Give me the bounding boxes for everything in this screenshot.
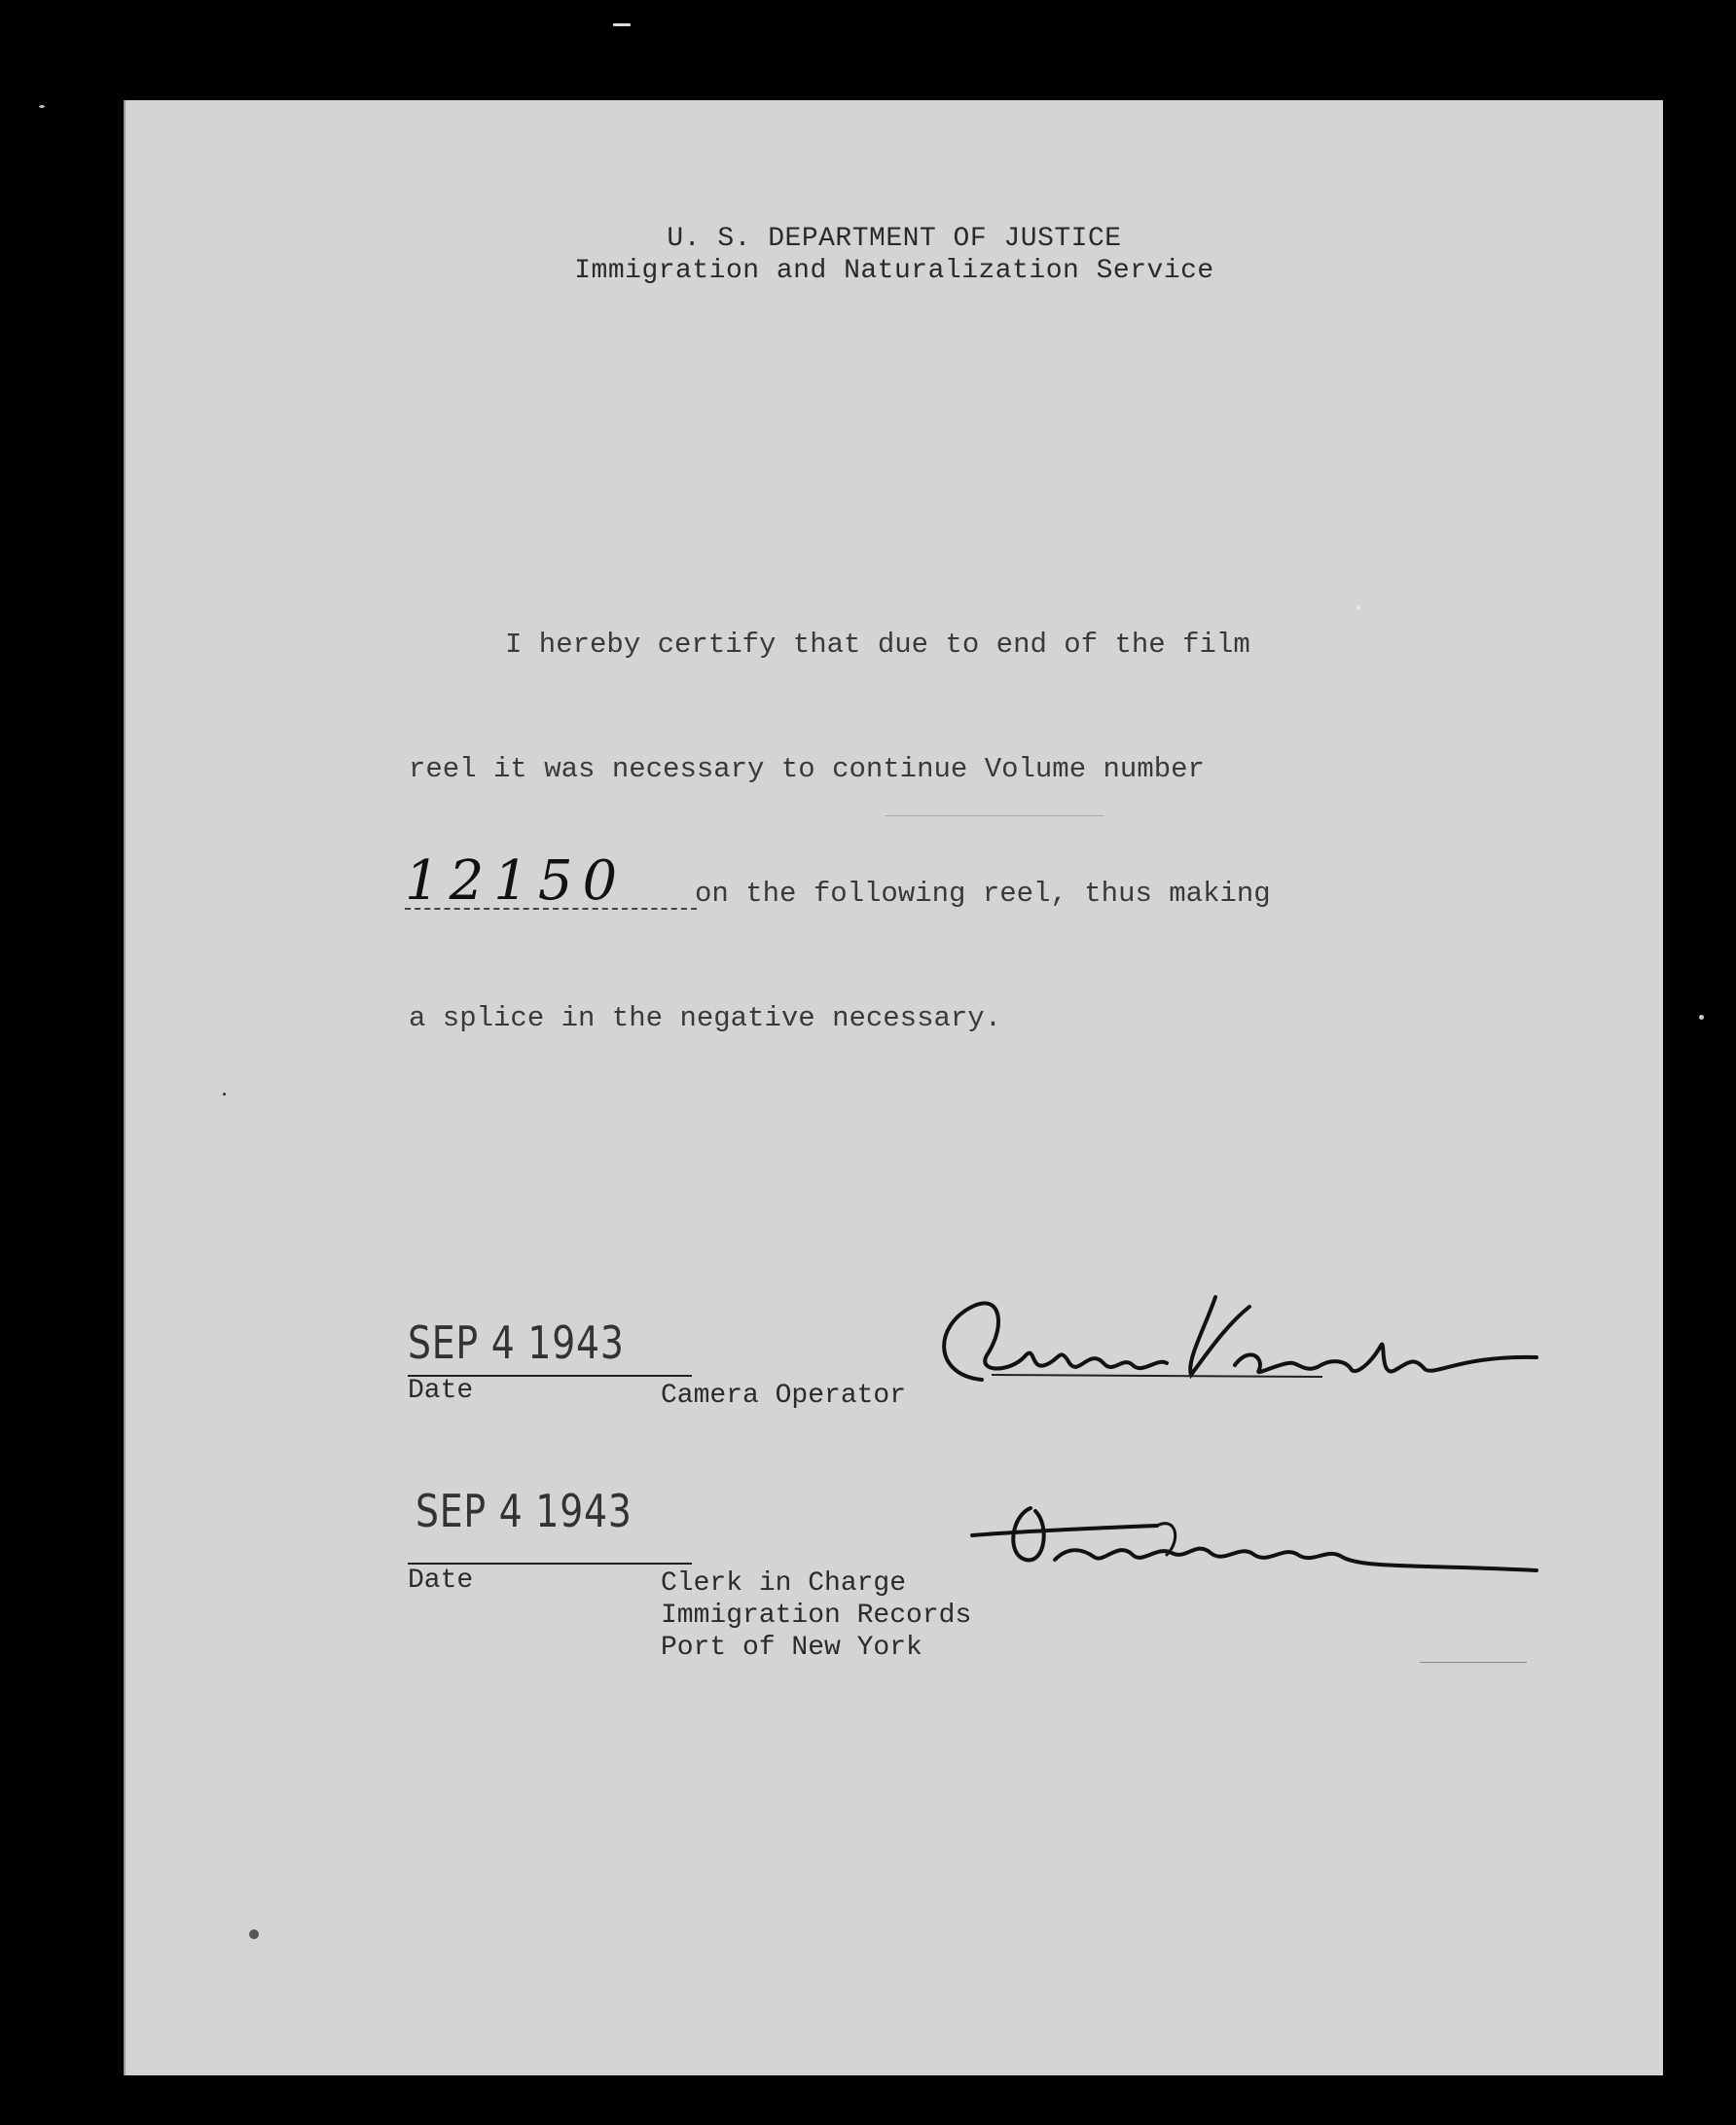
paper-speck <box>1356 606 1360 610</box>
camera-operator-signature <box>914 1287 1575 1394</box>
department-heading: U. S. DEPARTMENT OF JUSTICE <box>667 224 1122 254</box>
paper-speck <box>223 1093 226 1096</box>
date-label-1: Date <box>408 1376 474 1406</box>
stray-mark <box>1420 1662 1527 1663</box>
clerk-title-line-2: Immigration Records <box>661 1601 972 1631</box>
stray-mark <box>885 815 1103 816</box>
date-label-2: Date <box>408 1566 474 1596</box>
certification-line-4: a splice in the negative necessary. <box>409 1002 1002 1034</box>
volume-number-handwritten: 12150 <box>405 849 628 913</box>
service-heading: Immigration and Naturalization Service <box>574 256 1214 286</box>
certification-line-2: reel it was necessary to continue Volume number <box>409 753 1205 785</box>
certification-line-3: on the following reel, thus making <box>695 878 1271 910</box>
document-page <box>124 100 1663 2075</box>
film-speck <box>1699 1015 1704 1020</box>
certification-line-1: I hereby certify that due to end of the film <box>505 629 1250 661</box>
date-stamp-1: SEP 4 1943 <box>408 1316 625 1369</box>
camera-operator-label: Camera Operator <box>661 1381 907 1411</box>
date-stamp-2: SEP 4 1943 <box>416 1485 633 1537</box>
clerk-title-line-3: Port of New York <box>661 1633 922 1663</box>
film-speck <box>39 105 45 108</box>
clerk-title-line-1: Clerk in Charge <box>661 1568 907 1599</box>
volume-number-blank <box>405 908 697 910</box>
film-speck <box>613 23 631 26</box>
clerk-signature <box>914 1487 1575 1584</box>
paper-speck <box>249 1929 259 1939</box>
